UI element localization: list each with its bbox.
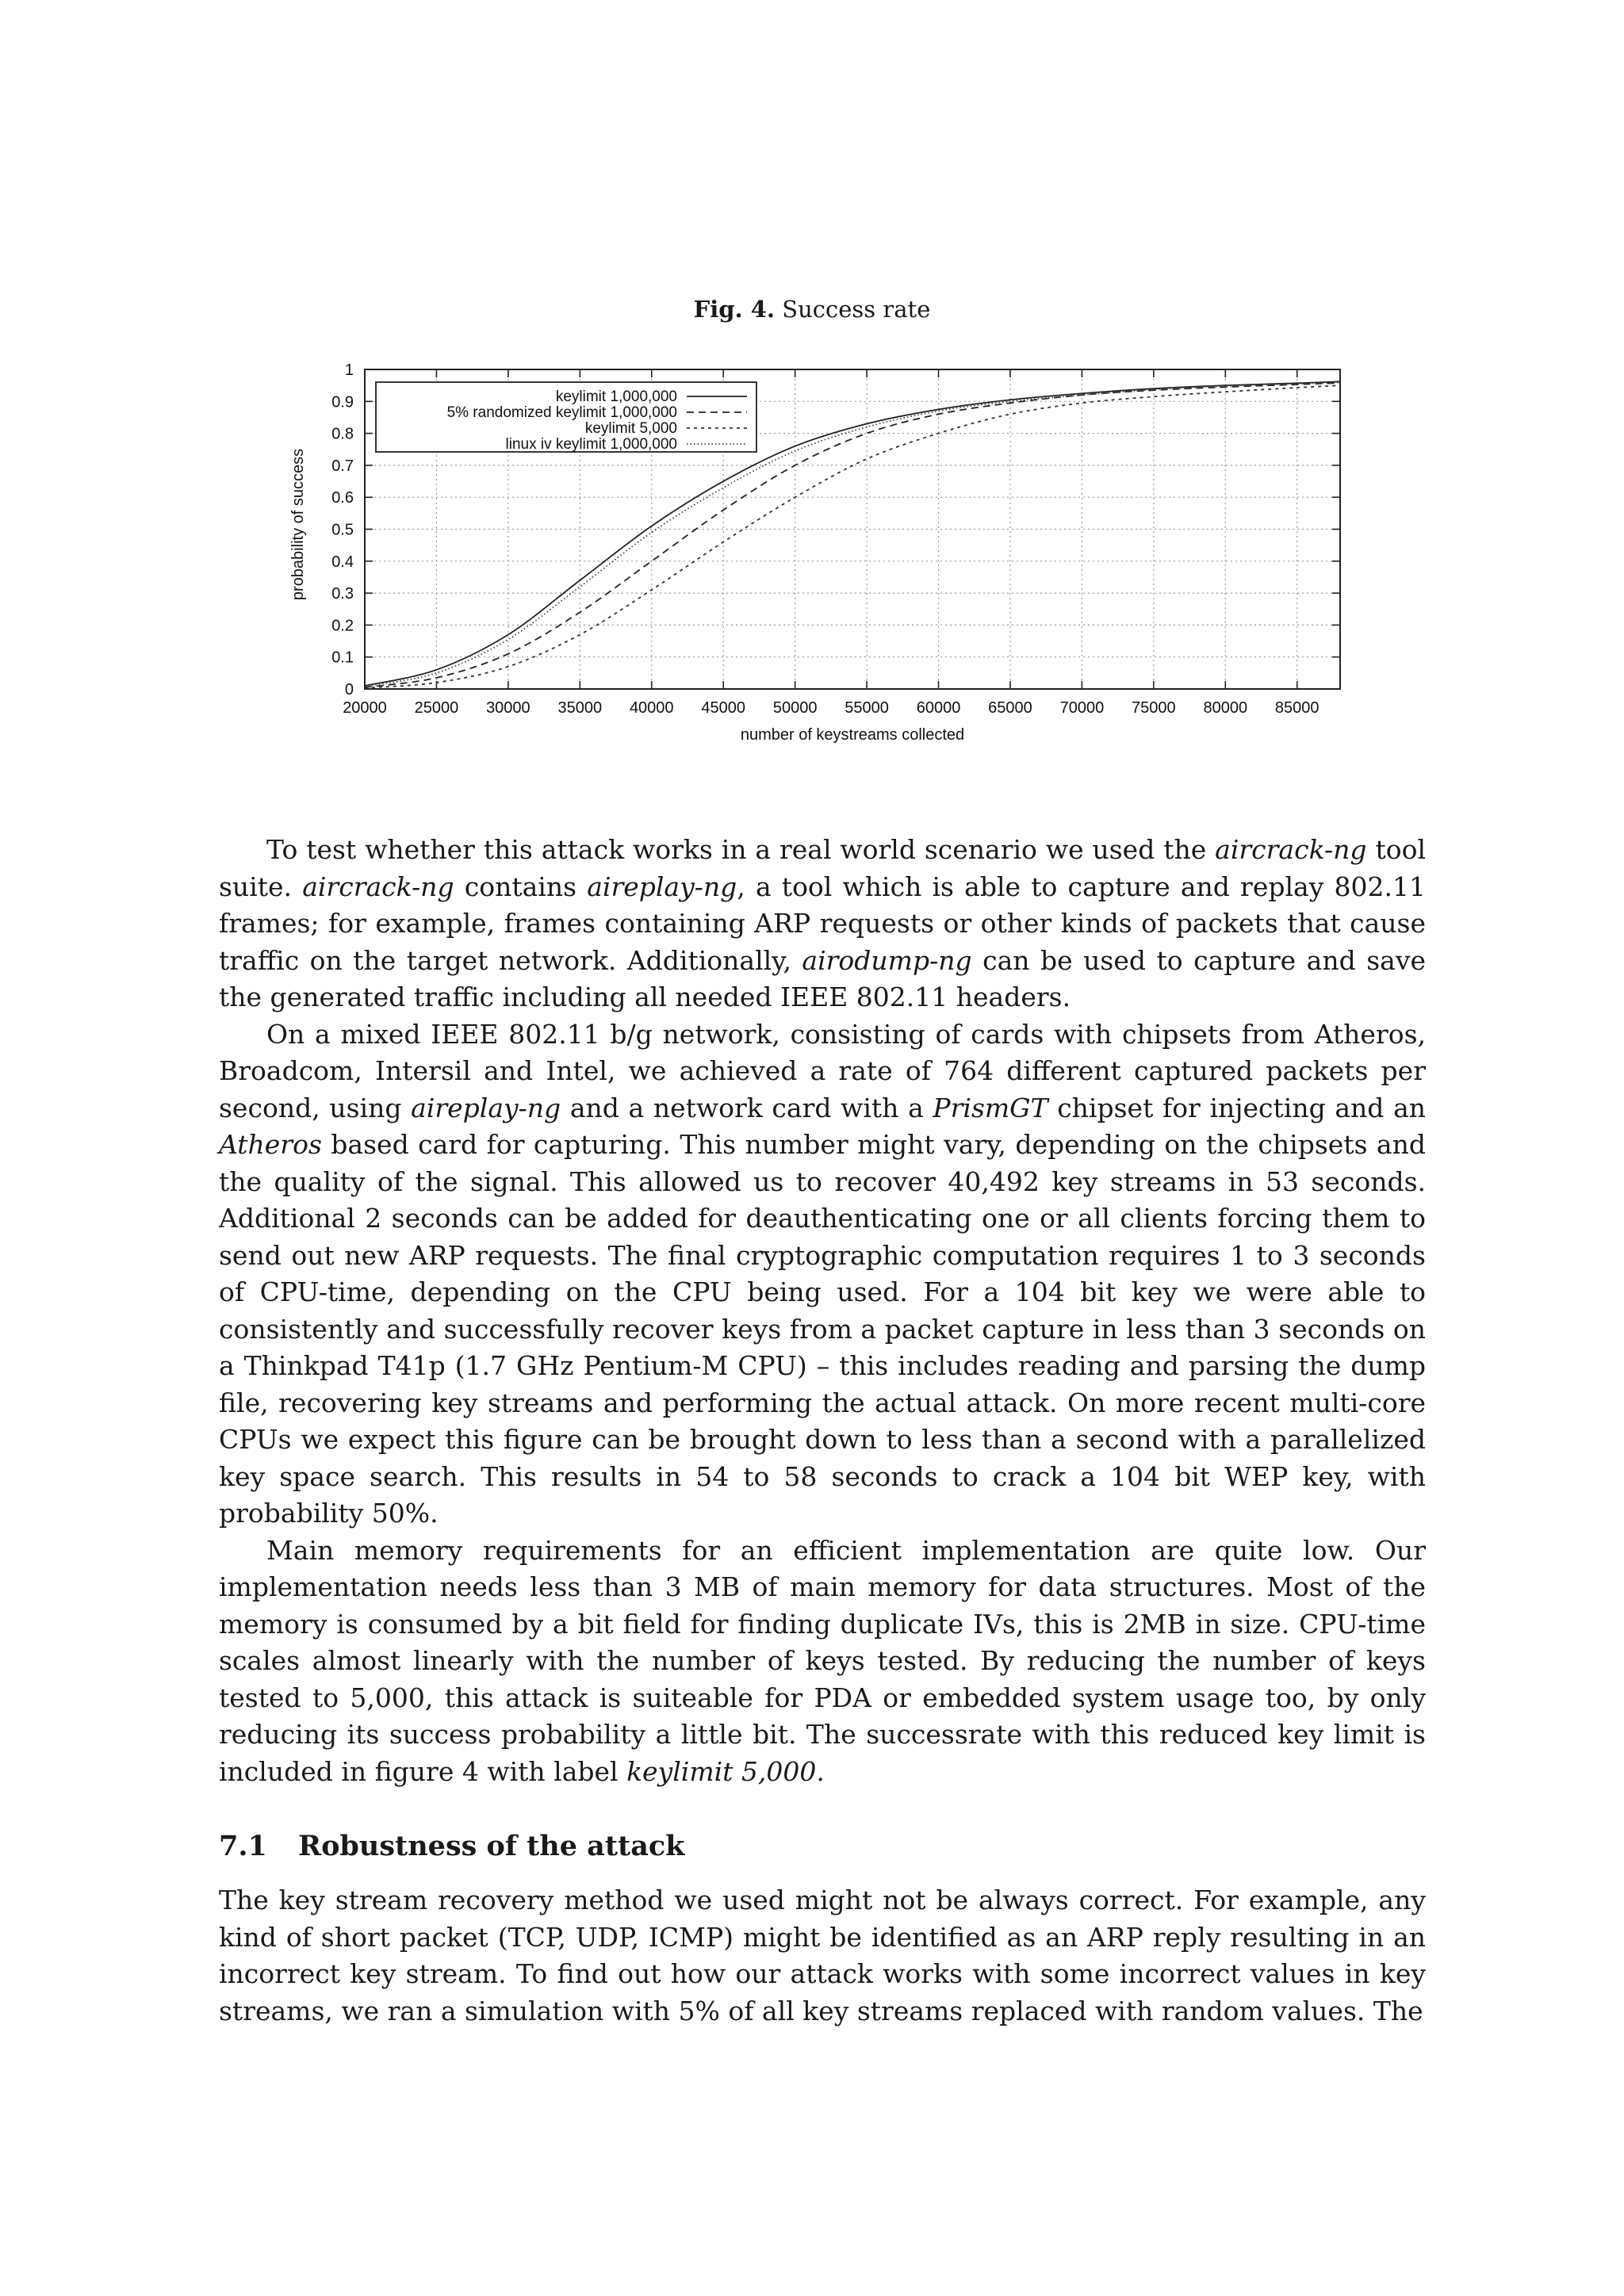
legend-label: linux iv keylimit 1,000,000 [505,436,677,453]
p2-text-3: chipset for injecting and an [1048,1092,1426,1123]
x-tick-label: 75000 [1132,699,1176,717]
p1-tool-aireplay: aireplay-ng [587,871,737,902]
p2-text-2: and a network card with a [561,1092,933,1123]
y-tick-label: 0.8 [331,425,354,443]
x-tick-label: 30000 [486,699,530,717]
figure-label: Fig. 4. [693,296,775,323]
p1-text-4: , a tool which is able to capture and replay 802.11 frames; for example, frames containing ARP requests or other kinds of packets that cause traffic on the target network. Additionally, [219,871,1426,976]
p2-tool-aireplay: aireplay-ng [411,1092,561,1123]
figure-caption-text: Success rate [782,296,931,323]
x-tick-label: 50000 [772,699,818,717]
p2-chipset-atheros: Atheros [219,1129,322,1160]
paragraph-3 [219,1533,1426,1791]
x-tick-label: 45000 [701,699,746,717]
p1-text-1: To test whether this attack works in a real world scenario we used the [266,834,1216,865]
p1-tool-airodump: airodump-ng [802,944,972,976]
x-axis-label: number of keystreams collected [740,726,965,744]
p2-text-1: On a mixed IEEE 802.11 b/g network, consisting of cards with chipsets from Atheros, Broadcom, Intersil and Intel, we achieved a rate of 764 different captured packets per second, using [219,1018,1426,1123]
y-tick-label: 0.2 [331,617,354,635]
y-axis-label: probability of success [289,448,307,601]
p3-label-keylimit: keylimit 5,000. [626,1755,825,1787]
section-heading [219,1828,1426,1865]
y-tick-label: 0.5 [331,521,354,539]
y-tick-label: 0 [344,681,354,698]
paragraph-4 [219,1882,1426,2030]
y-tick-label: 0.9 [331,393,354,411]
success-rate-chart [278,357,1348,753]
x-tick-label: 70000 [1059,699,1105,717]
y-tick-label: 0.1 [331,649,354,667]
x-tick-label: 80000 [1203,699,1248,717]
figure-caption [0,293,1624,325]
p1-text-5: can be used to capture and save the generated traffic including all needed IEEE 802.11 headers. [219,944,1426,1012]
p1-tool-aircrack: aircrack-ng [1215,834,1367,865]
p1-text-3: contains [454,871,588,902]
y-tick-label: 0.3 [331,585,354,603]
x-tick-label: 35000 [557,699,603,717]
paragraph-2 [219,1016,1426,1533]
x-tick-label: 60000 [916,699,961,717]
p3-text-1: Main memory requirements for an efficient implementation are quite low. Our implementation needs less than 3 MB of main memory for data structures. Most of the memory is consumed by a bit field for finding duplicate IVs, this is 2MB in size. CPU-time scales almost linearly with the number of keys tested. By reducing the number of keys tested to 5,000, this attack is suiteable for PDA or embedded system usage too, by only reducing its success probability a little bit. The successrate with this reduced key limit is included in figure 4 with label [219,1534,1426,1787]
legend-label: 5% randomized keylimit 1,000,000 [446,404,677,421]
x-tick-label: 25000 [414,699,459,717]
y-tick-label: 0.7 [331,457,354,475]
section-title: Robustness of the attack [298,1830,685,1862]
y-tick-label: 0.6 [331,489,354,507]
p2-text-4: based card for capturing. This number might vary, depending on the chipsets and the quality of the signal. This allowed us to recover 40,492 key streams in 53 seconds. Additional 2 seconds can be added for deauthenticating one or all clients forcing them to send out new ARP requests. The final cryptographic computation requires 1 to 3 seconds of CPU-time, depending on the CPU being used. For a 104 bit key we were able to consistently and successfully recover keys from a packet capture in less than 3 seconds on a Thinkpad T41p (1.7 GHz Pentium-M CPU) – this includes reading and parsing the dump file, recovering key streams and performing the actual attack. On more recent multi-core CPUs we expect this figure can be brought down to less than a second with a parallelized key space search. This results in 54 to 58 seconds to crack a 104 bit WEP key, with probability 50%. [219,1129,1426,1529]
x-tick-label: 65000 [988,699,1032,717]
x-tick-label: 20000 [343,699,387,717]
p1-tool-aircrack-2: aircrack-ng [302,871,454,902]
y-tick-label: 1 [344,362,354,379]
p1-text-2: tool suite. [219,834,1426,902]
x-tick-label: 55000 [845,699,889,717]
x-tick-label: 85000 [1274,699,1320,717]
y-tick-label: 0.4 [331,553,354,571]
body-text [219,832,1426,2030]
legend-label: keylimit 1,000,000 [555,388,677,405]
paragraph-1 [219,832,1426,1016]
x-tick-label: 40000 [629,699,674,717]
legend-label: keylimit 5,000 [584,420,677,437]
section-number: 7.1 [219,1830,267,1862]
p4-text-1: The key stream recovery method we used might not be always correct. For example, any kind of short packet (TCP, UDP, ICMP) might be identified as an ARP reply resulting in an incorrect key stream. To find out how our attack works with some incorrect values in key streams, we ran a simulation with 5% of all key streams replaced with random values. The [219,1885,1426,2026]
p2-chipset-prismgt: PrismGT [933,1092,1048,1123]
